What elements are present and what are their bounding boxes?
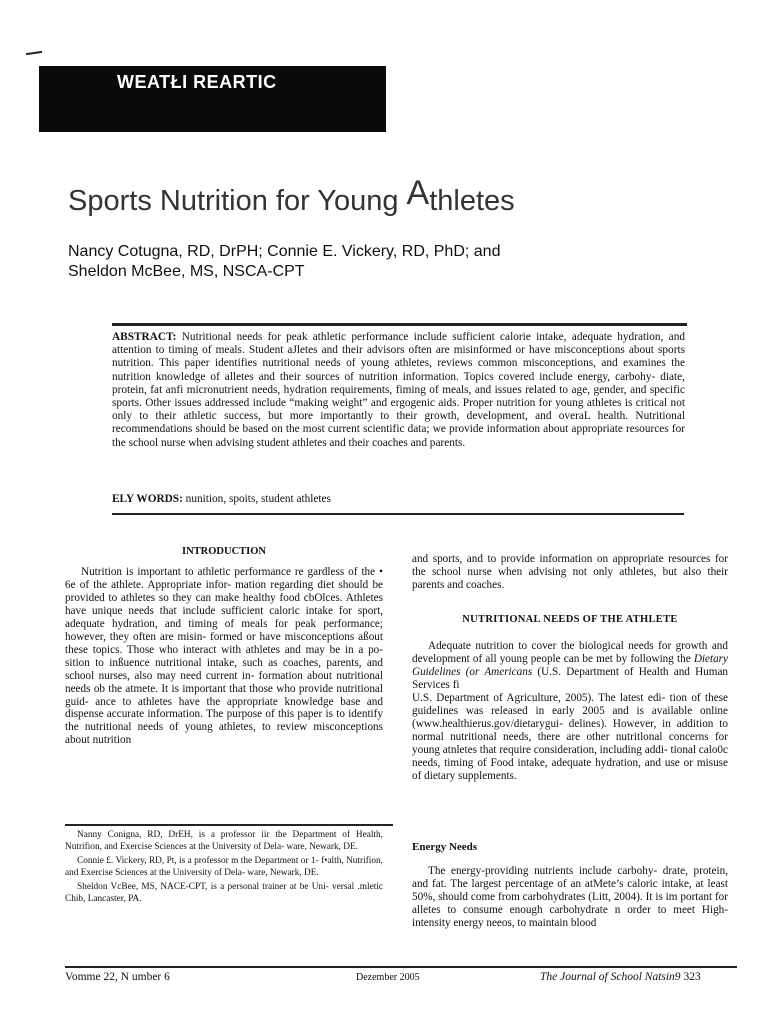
- intro-body: Nutrition is important to athletic performance re gardless of the • 6e of the athlete. Appropriate infor- mation regarding diet should be provided to athletes so they can make healthy food cbOlces. Athletes have unique needs that include sufficient caloric intake for sport, adequate hydration, and timing of meals for peak performance; however, they often are misin- formed or have misconceptions aßout these topics. Those who interact with athletes and may be in a po- sition to inßuence nutritional intake, such as coaches, parents, and school nurses, also may need current in- formation about nutritional needs ob the atmete. It is important that those who provide nutritional guid- ance to athletes have the appropriate knowledge base and dispense accurate information. The purpose of this paper is to identify the nutritional needs of young athletes, to review misconceptions about nutrition: [65, 566, 383, 747]
- keywords-text: nunition, spoits, student athletes: [182, 493, 331, 505]
- footer-volume: Vomme 22, N umber 6: [65, 971, 170, 983]
- article-title: [68, 174, 515, 219]
- title-rest: thletes: [429, 185, 515, 217]
- keywords: [112, 493, 685, 505]
- intro-continuation: [412, 553, 728, 592]
- authors: [68, 242, 628, 282]
- corner-mark: [26, 51, 42, 55]
- continuation-text: and sports, and to provide information on appropriate resources for the school nurse when advising not only athletes, but also their parents and coaches.: [412, 553, 728, 591]
- page-number: 323: [680, 971, 701, 983]
- authors-line-1: Nancy Cotugna, RD, DrPH; Connie E. Vickery, RD, PhD; and: [68, 243, 501, 260]
- abstract-text: Nutritional needs for peak athletic performance include sufficient calorie intake, adequate hydration, and attention to timing of meals. Student aJletes and their advisors often are misinformed or have misconceptions about sports nutrition. This paper identifies nutritional needs of young athletes, reviews common misconceptions, and examines the nutrition knowledge of alletes and their sources of nutrition information. Topics covered include energy, carbohy- diate, protein, fat anfi micronutrient needs, hydration requirements, fiming of meals, and issues related to age, gender, and specific sports. Other issues addressed include “making weight” and ergogenic aids. Proper nutrition for young athletes is critical not only to their athletic success, but more importantly to their growth, development, and overaL health. Nutritional recommendations should be based on the most current scientific data; we provide information about appropriate resources for the school nurse when advising student athletes and their coaches and parents.: [112, 331, 685, 449]
- title-main: Sports Nutrition for Young: [68, 185, 407, 217]
- abstract-label: ABSTRACT:: [112, 331, 177, 343]
- footer-date: Dezember 2005: [356, 972, 420, 983]
- needs-text-2: (U.S. Department of Health and Human Services fi: [412, 665, 729, 691]
- needs-heading: NUTRITIONAL NEEDS OF THE ATHLETE: [462, 614, 678, 625]
- needs-text-1: Adequate nutrition to cover the biological needs for growth and development of all young people can be met by following the: [412, 640, 728, 665]
- footer-journal: [540, 971, 701, 983]
- journal-name: The Journal of School Natsin9: [540, 971, 681, 983]
- energy-body: The energy-providing nutrients include carbohy- drate, protein, and fat. The largest percentage of an atMete’s caloric intake, at least 50%, should come from carbohydrates (Litt, 2004). It is im portant for alletes to consume enough carbohydrate n order to meet High-intensity energy neeos, to maintain blood: [412, 865, 728, 929]
- footnote-rule: [65, 824, 393, 826]
- energy-heading: Energy Needs: [412, 841, 478, 853]
- needs-text-3: U.S. Department of Agriculture, 2005). The latest edi- tion of these guidelines was released in early 2005 and is available online (www.healthierus.gov/dietarygui- delines). However, in addition to normal nutritional needs, there are other nutritlonal concerns for young atnletes that require consideration, including addi- tional calo0c needs, timing of Food intake, adequate hydration, and use or misuse of dietary supplements.: [412, 691, 728, 782]
- authors-line-2: Sheldon McBee, MS, NSCA-CPT: [68, 263, 305, 280]
- footnote-2: Connie £. Vickery, RD, Pt, is a professor m the Department or 1- f•alth, Nutrifion, and Exercise Sciences at the University of Dela- ware, Newark, DE.: [65, 856, 383, 878]
- abstract-bottom-rule: [112, 513, 684, 515]
- abstract-top-rule: [112, 323, 687, 326]
- banner-label: WEATŁI REARTIC: [117, 72, 277, 92]
- intro-heading: INTRODUCTION: [181, 546, 266, 557]
- author-footnotes: [65, 830, 383, 909]
- footer-rule: [65, 966, 737, 968]
- footnote-3: Sheldon VcBee, MS, NACE-CPT, is a personal trainer at be Uni- versal .mletic Chib, Lancaster, PA.: [65, 882, 383, 904]
- needs-italic: Dietary Guidelines (or Americans: [412, 652, 728, 678]
- footnote-1: Nanny Conigna, RD, DrEH, is a professor iir the Department of Health, Nutrifion, and Exercise Sciences at the University of Dela- ware, Newark, DE.: [65, 830, 383, 852]
- keywords-label: ELY WORDS:: [112, 493, 183, 505]
- abstract: [112, 331, 685, 450]
- title-letter: A: [406, 174, 430, 212]
- needs-body: [412, 640, 728, 782]
